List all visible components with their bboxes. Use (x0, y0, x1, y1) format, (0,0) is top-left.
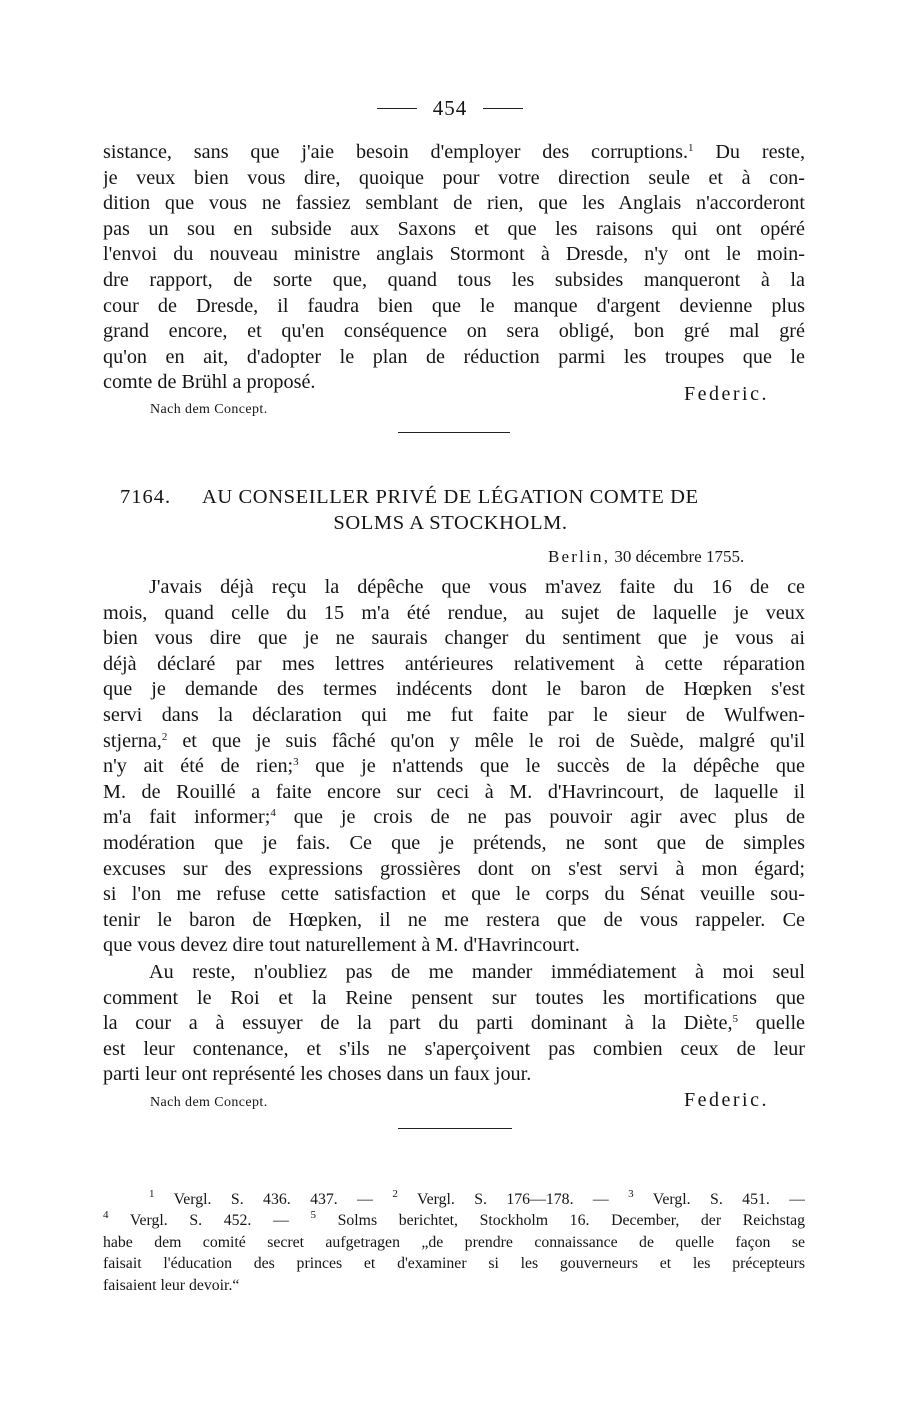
letter-paragraph (103, 960, 805, 1088)
text-line: grand encore, et qu'en conséquence on sera obligé, bon gré mal gré (103, 320, 805, 343)
letter-paragraph (103, 575, 805, 959)
text-line: que je demande des termes indécents dont le baron de Hœpken s'est (103, 678, 805, 701)
text-line: pas un sou en subside aux Saxons et que les raisons qui ont opéré (103, 217, 805, 240)
text-line: si l'on me refuse cette satisfaction et que le corps du Sénat veuille sou- (103, 883, 805, 906)
footnote-ref: 3 (293, 756, 299, 769)
text-line: je veux bien vous dire, quoique pour votre direction seule et à con- (103, 166, 805, 189)
footnote-line: $^1$ Vergl. S. 436. 437. — $^2$ Vergl. S. 176—178. — $^3$ Vergl. S. 451. — (149, 1189, 805, 1208)
text-line: que vous devez dire tout naturellement à M. d'Havrincourt. (103, 934, 580, 957)
text-line: m'a fait informer;$^4$ que je crois de ne pas pouvoir agir avec plus de (103, 806, 805, 829)
text-line: est leur contenance, et s'ils ne s'aperçoivent pas combien ceux de leur (103, 1037, 805, 1060)
continuation-paragraph (103, 140, 805, 396)
footnote-ref: 1 (688, 142, 694, 154)
footnote-divider (398, 1128, 512, 1129)
header-dash-left (377, 108, 417, 109)
letter-addressee-location: SOLMS A STOCKHOLM. (333, 512, 568, 534)
footnote-line: faisait l'éducation des princes et d'examiner si les gouverneurs et les précepteurs (103, 1255, 805, 1273)
text-line: qu'on en ait, d'adopter le plan de réduction parmi les troupes que le (103, 345, 805, 368)
text-line: stjerna,$^2$ et que je suis fâché qu'on y mêle le roi de Suède, malgré qu'il (103, 729, 805, 752)
footnotes (103, 1189, 805, 1296)
text-line: comment le Roi et la Reine pensent sur toutes les mortifications que (103, 986, 805, 1009)
source-note: Nach dem Concept. (150, 402, 268, 417)
text-line: l'envoi du nouveau ministre anglais Stormont à Dresde, n'y ont le moin- (103, 243, 805, 266)
signature: Federic. (684, 1089, 769, 1111)
text-line: cour de Dresde, il faudra bien que le manque d'argent devienne plus (103, 294, 805, 317)
date-text: 30 décembre 1755. (614, 547, 745, 566)
footnote-line: $^4$ Vergl. S. 452. — $^5$ Solms berichtet, Stockholm 16. December, der Reichstag (103, 1210, 805, 1230)
text-line: dition que vous ne fassiez semblant de rien, que les Anglais n'accorderont (103, 192, 805, 215)
text-line: modération que je fais. Ce que je prétends, ne sont que de simples (103, 831, 805, 854)
text-line: Au reste, n'oubliez pas de me mander immédiatement à moi seul (149, 961, 805, 983)
text-line: tenir le baron de Hœpken, il ne me restera que de vous rappeler. Ce (103, 908, 805, 931)
source-note: Nach dem Concept. (150, 1095, 268, 1110)
text-line: n'y ait été de rien;$^3$ que je n'attends que le succès de la dépêche que (103, 755, 805, 778)
footnote-line: habe dem comité secret aufgetragen „de prendre connaissance de quelle façon se (103, 1233, 805, 1251)
footnote-ref: 2 (161, 730, 168, 743)
letter-addressee: AU CONSEILLER PRIVÉ DE LÉGATION COMTE DE (202, 486, 699, 508)
dateline (548, 547, 744, 567)
text-line: servi dans la déclaration qui me fut faite par le sieur de Wulfwen- (103, 703, 805, 726)
text-line: dre rapport, de sorte que, quand tous les subsides manqueront à la (103, 268, 805, 291)
text-line: parti leur ont représenté les choses dans un faux jour. (103, 1063, 532, 1086)
signature: Federic. (684, 383, 769, 405)
text-line: déjà déclaré par mes lettres antérieures relativement à cette réparation (103, 652, 805, 675)
footnote-ref: 4 (270, 807, 276, 820)
text-line: sistance, sans que j'aie besoin d'employer des corruptions.$^1$ Du reste, (103, 141, 805, 163)
text-line: excuses sur des expressions grossières dont on s'est servi à mon égard; (103, 857, 805, 880)
text-line: bien vous dire que je ne saurais changer du sentiment que je vous ai (103, 627, 805, 650)
text-line: comte de Brühl a proposé. (103, 371, 316, 394)
text-line: M. de Rouillé a faite encore sur ceci à M. d'Havrincourt, de laquelle il (103, 780, 805, 803)
page-header (0, 93, 900, 123)
page-number: 454 (432, 95, 468, 120)
footnote-line: faisaient leur devoir.“ (103, 1276, 240, 1294)
section-divider (398, 432, 510, 433)
text-line: J'avais déjà reçu la dépêche que vous m'avez faite du 16 de ce (149, 576, 805, 598)
header-dash-right (483, 108, 523, 109)
footnote-ref: 5 (732, 1013, 738, 1026)
date-place: Berlin, (548, 547, 611, 566)
letter-number: 7164. (120, 486, 172, 508)
text-line: la cour a à essuyer de la part du parti dominant à la Diète,$^5$ quelle (103, 1012, 805, 1035)
text-line: mois, quand celle du 15 m'a été rendue, au sujet de laquelle je veux (103, 601, 805, 624)
